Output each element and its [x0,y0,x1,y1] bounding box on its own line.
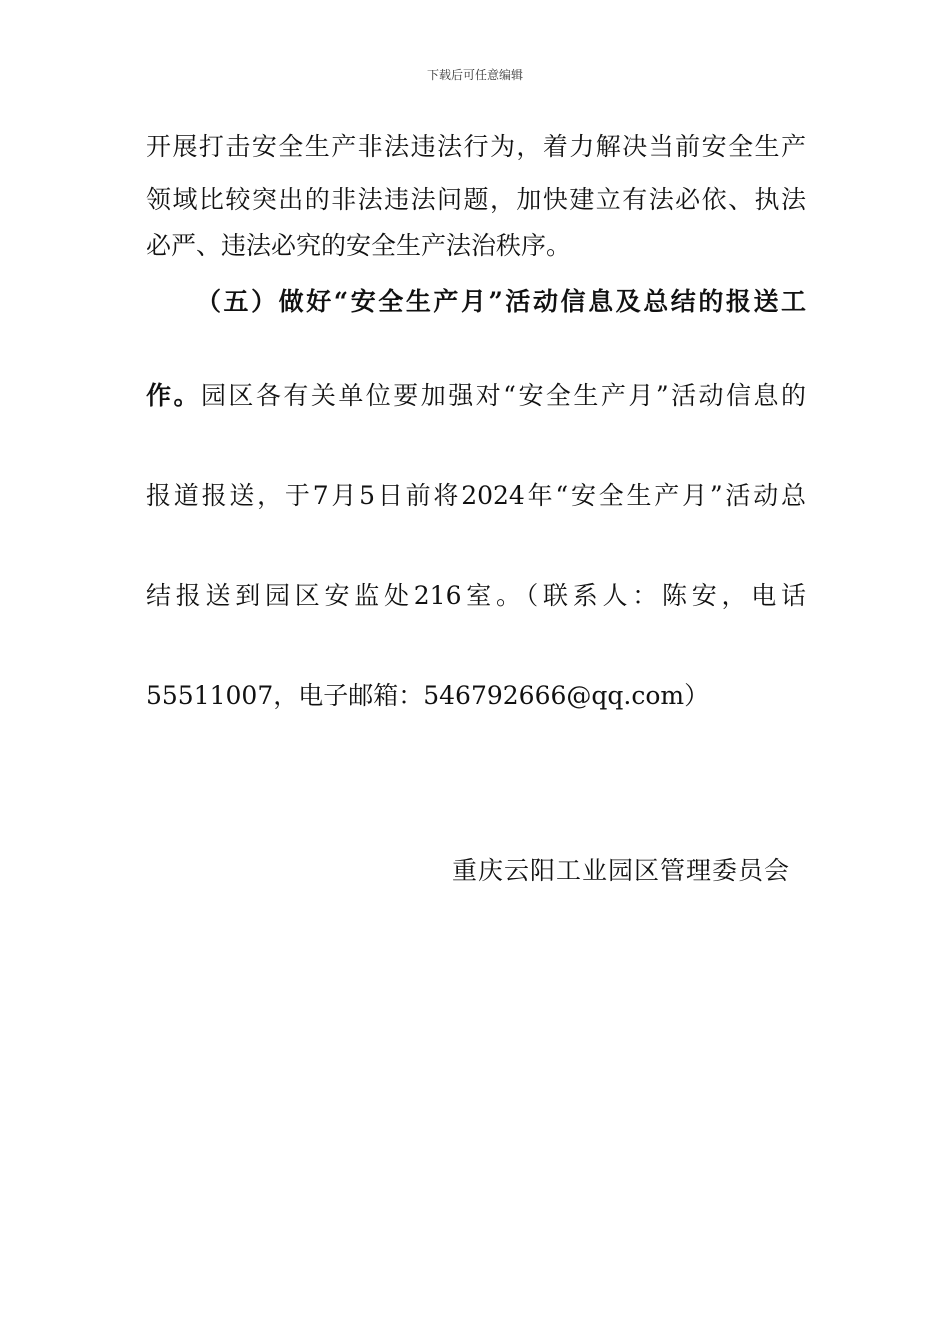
section-line-1 [146,381,806,411]
section-heading: （五）做好“安全生产月”活动信息及总结的报送工 [196,287,806,316]
page-header-note: 下载后可任意编辑 [426,68,523,82]
body-line-2: 领域比较突出的非法违法问题，加快建立有法必依、执法 [146,185,806,214]
body-line-3: 必严、违法必究的安全生产法治秩序。 [146,231,572,260]
section-heading-tail: 作。 [146,381,201,410]
section-line-1-text: 园区各有关单位要加强对“安全生产月”活动信息的 [200,381,806,410]
section-line-4: 55511007，电子邮箱：546792666@qq.com） [146,681,710,710]
signature-org: 重庆云阳工业园区管理委员会 [452,856,791,885]
body-line-1: 开展打击安全生产非法违法行为，着力解决当前安全生产 [146,132,806,161]
section-line-3: 结报送到园区安监处216室。（联系人：陈安，电话 [146,581,806,610]
section-line-2: 报道报送，于7月5日前将2024年“安全生产月”活动总 [146,481,806,510]
